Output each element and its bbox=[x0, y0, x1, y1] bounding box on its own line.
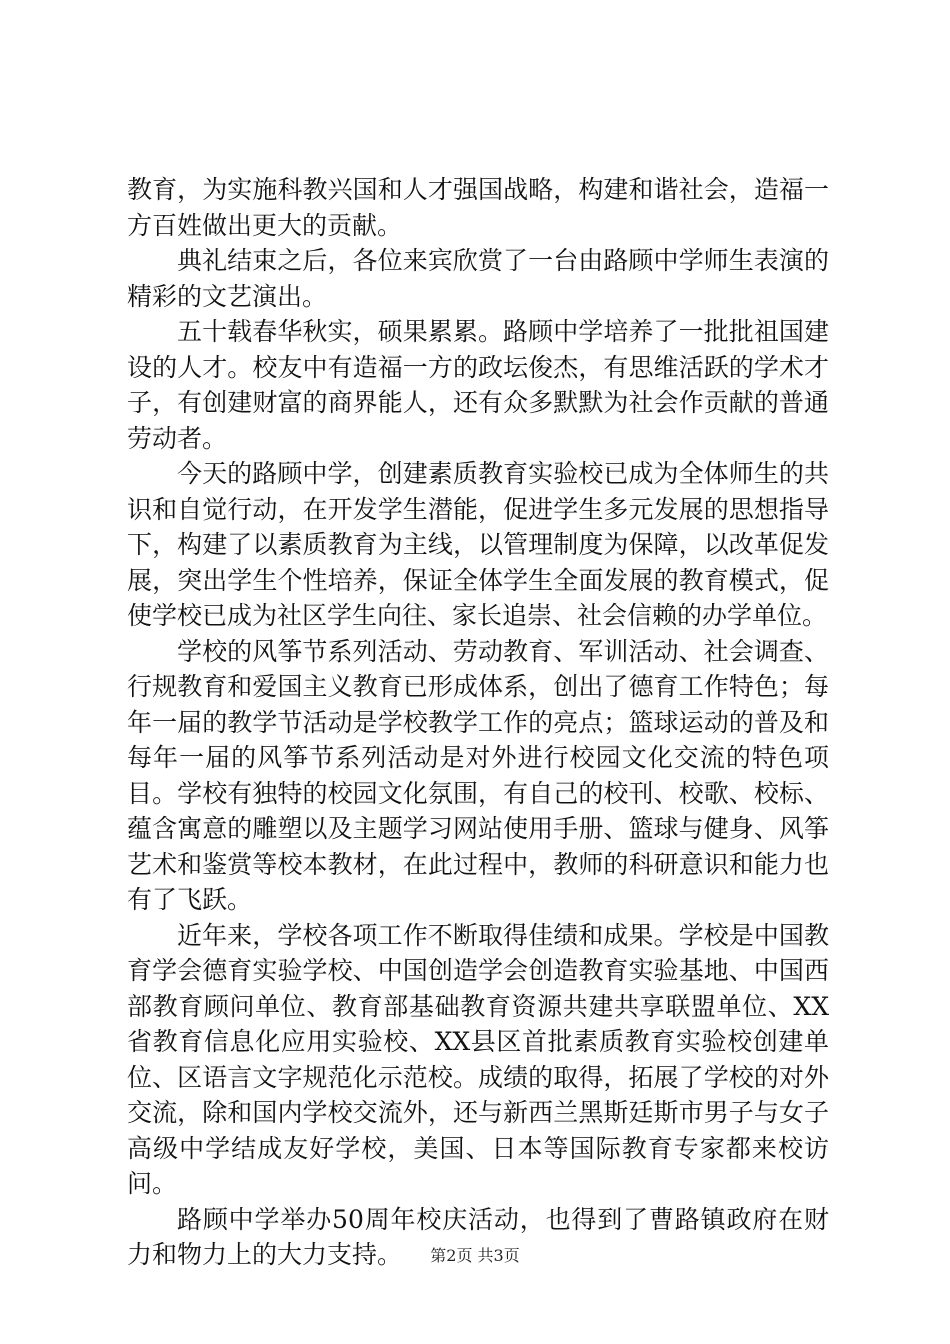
paragraph-3: 五十载春华秋实，硕果累累。路顾中学培养了一批批祖国建设的人才。校友中有造福一方的政坛俊杰，有思维活跃的学术才子，有创建财富的商界能人，还有众多默默为社会作贡献的普通劳动者。 bbox=[127, 317, 829, 453]
page-footer bbox=[0, 1243, 950, 1266]
paragraph-4: 今天的路顾中学，创建素质教育实验校已成为全体师生的共识和自觉行动，在开发学生潜能，促进学生多元发展的思想指导下，构建了以素质教育为主线，以管理制度为保障，以改革促发展，突出学生个性培养，保证全体学生全面发展的教育模式，促使学校已成为社区学生向往、家长追崇、社会信赖的办学单位。 bbox=[127, 459, 829, 630]
document-body bbox=[127, 172, 829, 1273]
paragraph-5: 学校的风筝节系列活动、劳动教育、军训活动、社会调查、行规教育和爱国主义教育已形成体系，创出了德育工作特色；每年一届的教学节活动是学校教学工作的亮点；篮球运动的普及和每年一届的风筝节系列活动是对外进行校园文化交流的特色项目。学校有独特的校园文化氛围，有自己的校刊、校歌、校标、蕴含寓意的雕塑以及主题学习网站使用手册、篮球与健身、风筝艺术和鉴赏等校本教材，在此过程中，教师的科研意识和能力也有了飞跃。 bbox=[127, 636, 829, 914]
paragraph-6: 近年来，学校各项工作不断取得佳绩和成果。学校是中国教育学会德育实验学校、中国创造学会创造教育实验基地、中国西部教育顾问单位、教育部基础教育资源共建共享联盟单位、XX省教育信息化应用实验校、XX县区首批素质教育实验校创建单位、区语言文字规范化示范校。成绩的取得，拓展了学校的对外交流，除和国内学校交流外，还与新西兰黑斯廷斯市男子与女子高级中学结成友好学校，美国、日本等国际教育专家都来校访问。 bbox=[127, 920, 829, 1198]
paragraph-1: 教育，为实施科教兴国和人才强国战略，构建和谐社会，造福一方百姓做出更大的贡献。 bbox=[127, 175, 829, 240]
paragraph-2: 典礼结束之后，各位来宾欣赏了一台由路顾中学师生表演的精彩的文艺演出。 bbox=[127, 246, 829, 311]
paragraph-7: 路顾中学举办50周年校庆活动，也得到了曹路镇政府在财力和物力上的大力支持。 bbox=[127, 1204, 829, 1269]
page-number-label: 第2页 共3页 bbox=[430, 1246, 520, 1265]
